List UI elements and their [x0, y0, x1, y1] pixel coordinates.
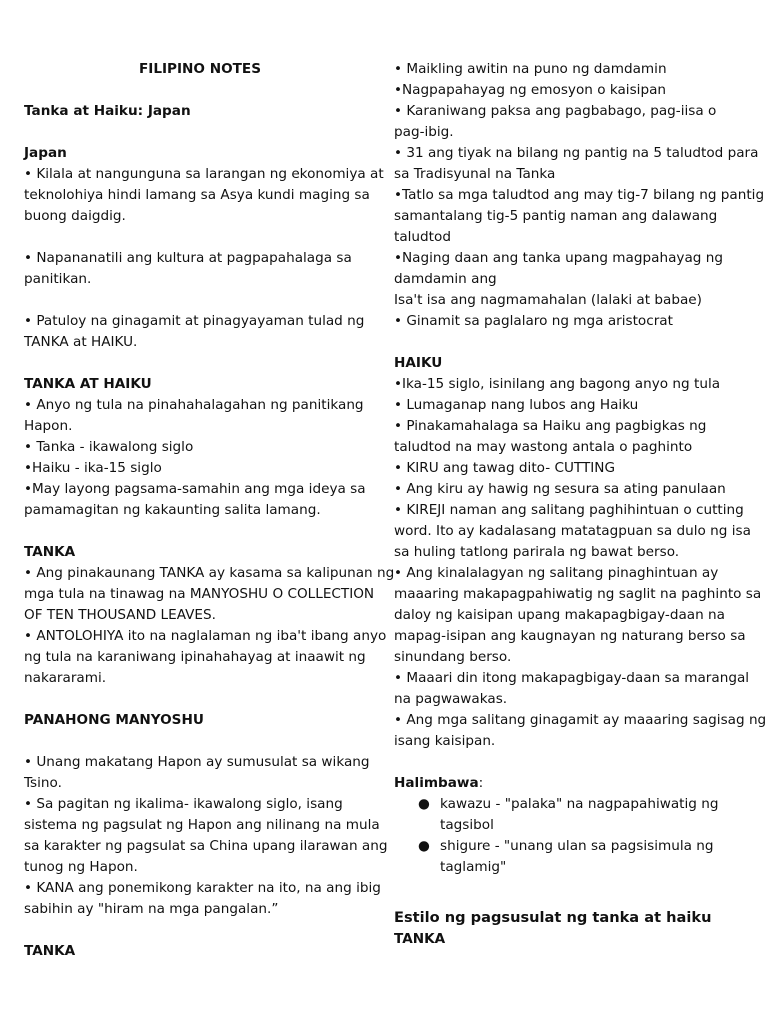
japan-paragraph-2 — [24, 248, 376, 290]
text-line: •Nagpapahayag ng emosyon o kaisipan — [394, 82, 667, 98]
left-column — [24, 59, 395, 962]
example-item — [394, 836, 750, 878]
text-line: • Ang mga salitang ginagamit ay maaaring sagisag ng — [394, 712, 767, 728]
japan-heading: Japan — [24, 145, 67, 161]
text-line: • Pinakamahalaga sa Haiku ang pagbigkas ng — [394, 418, 707, 434]
text-line: kawazu - "palaka" na nagpapahiwatig ng — [440, 796, 719, 812]
text-line: Hapon. — [24, 418, 73, 434]
tanka-heading-3: TANKA — [394, 931, 446, 947]
text-line: damdamin ang — [394, 271, 497, 287]
text-line: pamamagitan ng kakaunting salita lamang. — [24, 502, 321, 518]
text-line: • Karaniwang paksa ang pagbabago, pag-iisa o — [394, 103, 717, 119]
text-line: taludtod na may wastong antala o paghinto — [394, 439, 693, 455]
text-line: OF TEN THOUSAND LEAVES. — [24, 607, 216, 623]
bullet-icon: ● — [418, 796, 430, 812]
text-line: mga tula na tinawag na MANYOSHU O COLLECTION — [24, 586, 375, 602]
tanka-section — [24, 563, 395, 689]
text-line: teknolohiya hindi lamang sa Asya kundi maging sa — [24, 187, 370, 203]
text-line: tagsibol — [440, 817, 494, 833]
tanka-continued-section — [394, 59, 765, 332]
document-title: FILIPINO NOTES — [138, 61, 262, 77]
text-line: nakararami. — [24, 670, 107, 686]
text-line: •May layong pagsama-samahin ang mga ideya sa — [24, 481, 366, 497]
text-line: TANKA at HAIKU. — [24, 334, 138, 350]
example-item — [394, 794, 750, 836]
text-line: sinundang berso. — [394, 649, 512, 665]
text-line: •Haiku - ika-15 siglo — [24, 460, 162, 476]
text-line: •Ika-15 siglo, isinilang ang bagong anyo ng tula — [394, 376, 721, 392]
haiku-heading: HAIKU — [394, 355, 443, 371]
text-line: sa huling tatlong parirala ng bawat berso. — [394, 544, 680, 560]
text-line: sistema ng pagsulat ng Hapon ang nilinang na mula — [24, 817, 380, 833]
text-line: •Naging daan ang tanka upang magpahayag ng — [394, 250, 723, 266]
bullet-icon: ● — [418, 838, 430, 854]
text-line: • Ang pinakaunang TANKA ay kasama sa kalipunan ng — [24, 565, 395, 581]
right-column — [394, 59, 767, 950]
text-line: isang kaisipan. — [394, 733, 496, 749]
text-line: daloy ng kaisipan upang makapagbigay-daan na — [394, 607, 725, 623]
panahong-manyoshu-section — [24, 752, 388, 920]
text-line: tunog ng Hapon. — [24, 859, 138, 875]
text-line: • Ginamit sa paglalaro ng mga aristocrat — [394, 313, 673, 329]
tanka-heading: TANKA — [24, 544, 76, 560]
text-line: mapag-isipan ang kaugnayan ng naturang berso sa — [394, 628, 746, 644]
text-line: Isa't isa ang nagmamahalan (lalaki at babae) — [394, 292, 702, 308]
tanka-heading-2: TANKA — [24, 943, 76, 959]
text-line: ng tula na karaniwang ipinahahayag at inaawit ng — [24, 649, 366, 665]
text-line: • Unang makatang Hapon ay sumusulat sa wikang — [24, 754, 370, 770]
panahong-manyoshu-heading: PANAHONG MANYOSHU — [24, 712, 204, 728]
text-line: maaaring makapagpahiwatig ng saglit na paghinto sa — [394, 586, 762, 602]
text-line: • Maikling awitin na puno ng damdamin — [394, 61, 667, 77]
halimbawa-label — [394, 773, 750, 794]
text-line: word. Ito ay kadalasang matatagpuan sa dulo ng isa — [394, 523, 751, 539]
text-line: • ANTOLOHIYA ito na naglalaman ng iba't ibang anyo — [24, 628, 387, 644]
text-line: • KIREJI naman ang salitang paghihintuan o cutting — [394, 502, 744, 518]
halimbawa-text: Halimbawa — [394, 775, 479, 791]
text-line: buong daigdig. — [24, 208, 126, 224]
text-line: sa Tradisyunal na Tanka — [394, 166, 556, 182]
text-line: Tsino. — [24, 775, 62, 791]
tanka-at-haiku-heading: TANKA AT HAIKU — [24, 376, 152, 392]
text-line: • Ang kiru ay hawig ng sesura sa ating panulaan — [394, 481, 726, 497]
text-line: taglamig" — [440, 859, 507, 875]
text-line: • Patuloy na ginagamit at pinagyayaman tulad ng — [24, 313, 365, 329]
halimbawa-colon: : — [478, 775, 484, 791]
text-line: sa karakter ng pagsulat sa China upang ilarawan ang — [24, 838, 388, 854]
text-line: panitikan. — [24, 271, 92, 287]
text-line: • Maaari din itong makapagbigay-daan sa marangal — [394, 670, 750, 686]
estilo-heading: Estilo ng pagsusulat ng tanka at haiku — [394, 909, 712, 926]
document-subtitle: Tanka at Haiku: Japan — [24, 103, 191, 119]
text-line: • 31 ang tiyak na bilang ng pantig na 5 taludtod para — [394, 145, 759, 161]
haiku-section — [394, 374, 767, 752]
text-line: •Tatlo sa mga taludtod ang may tig-7 bilang ng pantig — [394, 187, 765, 203]
text-line: taludtod — [394, 229, 451, 245]
text-line: • Lumaganap nang lubos ang Haiku — [394, 397, 639, 413]
text-line: samantalang tig-5 pantig naman ang dalawang — [394, 208, 718, 224]
text-line: na pagwawakas. — [394, 691, 508, 707]
text-line: • Kilala at nangunguna sa larangan ng ekonomiya at — [24, 166, 384, 182]
text-line: pag-ibig. — [394, 124, 454, 140]
text-line: shigure - "unang ulan sa pagsisimula ng — [440, 838, 714, 854]
text-line: • Napananatili ang kultura at pagpapahalaga sa — [24, 250, 352, 266]
text-line: • Anyo ng tula na pinahahalagahan ng panitikang — [24, 397, 364, 413]
japan-paragraph-1 — [24, 164, 384, 227]
text-line: • KANA ang ponemikong karakter na ito, na ang ibig — [24, 880, 381, 896]
text-line: • Tanka - ikawalong siglo — [24, 439, 194, 455]
tanka-at-haiku-section — [24, 395, 376, 521]
text-line: • KIRU ang tawag dito- CUTTING — [394, 460, 615, 476]
text-line: • Ang kinalalagyan ng salitang pinaghintuan ay — [394, 565, 719, 581]
japan-paragraph-3 — [24, 311, 376, 353]
text-line: sabihin ay "hiram na mga pangalan.” — [24, 901, 279, 917]
text-line: • Sa pagitan ng ikalima- ikawalong siglo, isang — [24, 796, 343, 812]
